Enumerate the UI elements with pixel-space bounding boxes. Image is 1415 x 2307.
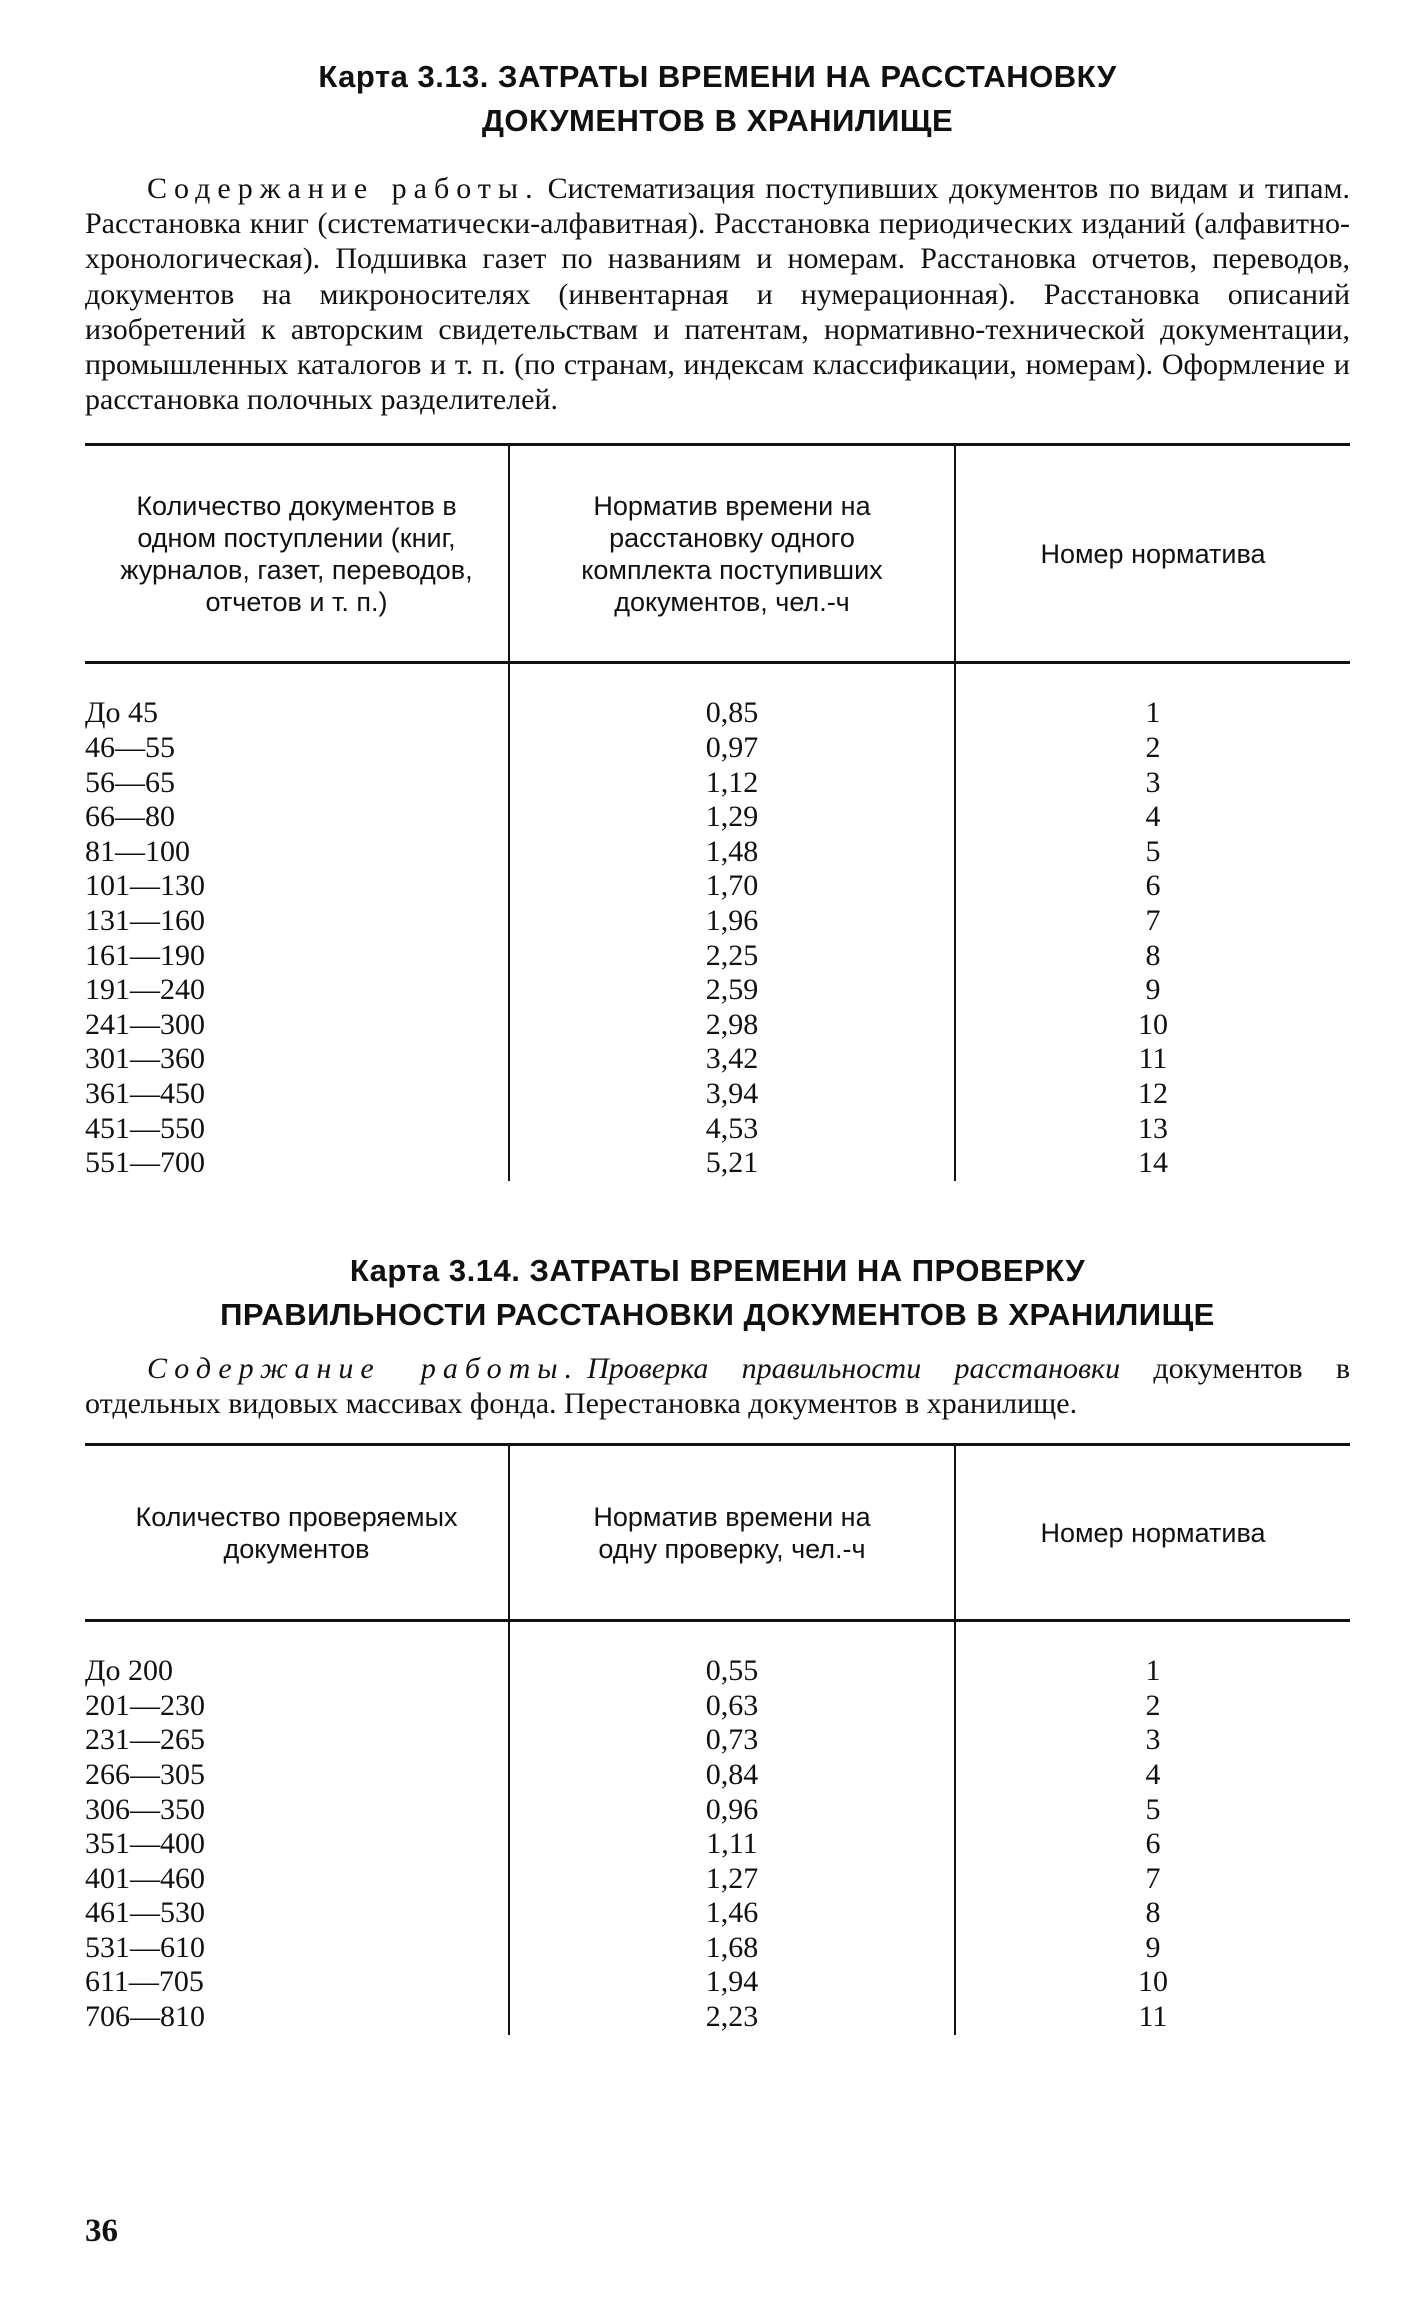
number-cell: 10 bbox=[955, 1965, 1350, 2000]
quantity-cell: 611—705 bbox=[85, 1965, 204, 1999]
number-cell: 11 bbox=[955, 2000, 1350, 2035]
norm-cell: 0,85 bbox=[509, 696, 955, 731]
card-3-13-table bbox=[85, 443, 1350, 1180]
table-spacer-row bbox=[85, 1621, 1350, 1655]
table-spacer-row bbox=[85, 663, 1350, 697]
number-cell: 1 bbox=[955, 1654, 1350, 1689]
number-cell: 5 bbox=[955, 835, 1350, 870]
norm-cell: 0,73 bbox=[509, 1723, 955, 1758]
norm-cell: 1,70 bbox=[509, 869, 955, 904]
table-row bbox=[85, 869, 1350, 904]
table-spacer-cell bbox=[955, 663, 1350, 697]
table-row bbox=[85, 1965, 1350, 2000]
card-3-14-content-label: Содержание работы. bbox=[147, 1351, 580, 1385]
number-cell: 13 bbox=[955, 1112, 1350, 1147]
table-row bbox=[85, 2000, 1350, 2035]
quantity-cell: До 45 bbox=[85, 696, 158, 730]
table-spacer-cell bbox=[955, 1621, 1350, 1655]
norm-cell: 1,46 bbox=[509, 1896, 955, 1931]
norm-cell: 1,68 bbox=[509, 1931, 955, 1966]
number-cell: 4 bbox=[955, 800, 1350, 835]
quantity-cell: До 200 bbox=[85, 1654, 173, 1688]
quantity-cell: 101—130 bbox=[85, 869, 205, 903]
table-spacer-cell bbox=[509, 1621, 955, 1655]
quantity-cell: 161—190 bbox=[85, 938, 205, 972]
number-cell: 8 bbox=[955, 939, 1350, 974]
norm-cell: 2,23 bbox=[509, 2000, 955, 2035]
quantity-cell: 66—80 bbox=[85, 800, 175, 834]
quantity-cell: 301—360 bbox=[85, 1042, 205, 1076]
norm-cell: 0,97 bbox=[509, 731, 955, 766]
quantity-cell: 231—265 bbox=[85, 1723, 205, 1757]
number-cell: 12 bbox=[955, 1077, 1350, 1112]
table-row bbox=[85, 939, 1350, 974]
number-cell: 5 bbox=[955, 1793, 1350, 1828]
quantity-cell: 191—240 bbox=[85, 973, 205, 1007]
table-row bbox=[85, 1042, 1350, 1077]
table-row bbox=[85, 1146, 1350, 1181]
card-3-13-title bbox=[85, 55, 1350, 143]
table-row bbox=[85, 1654, 1350, 1689]
card-3-14-content bbox=[85, 1351, 1350, 1421]
number-cell: 10 bbox=[955, 1008, 1350, 1043]
table-row bbox=[85, 696, 1350, 731]
norm-cell: 2,59 bbox=[509, 973, 955, 1008]
table-row bbox=[85, 1758, 1350, 1793]
number-cell: 9 bbox=[955, 1931, 1350, 1966]
table-row bbox=[85, 731, 1350, 766]
card-3-14-content-italic: Проверка правильности расстановки bbox=[587, 1351, 1121, 1385]
table2-header-norm: Норматив времени на одну проверку, чел.-ч bbox=[509, 1445, 955, 1621]
card-3-13-title-line1: Карта 3.13. ЗАТРАТЫ ВРЕМЕНИ НА РАССТАНОВКУ bbox=[318, 59, 1117, 94]
card-3-14-content-text: документов в отдельных видовых массивах фонда. Перестановка документов в хранилище. bbox=[85, 1351, 1350, 1420]
table1-header-number: Номер норматива bbox=[955, 445, 1350, 663]
table-spacer-cell bbox=[85, 1621, 509, 1655]
quantity-cell: 81—100 bbox=[85, 834, 190, 868]
norm-cell: 0,96 bbox=[509, 1793, 955, 1828]
quantity-cell: 46—55 bbox=[85, 731, 175, 765]
table-row bbox=[85, 1689, 1350, 1724]
table-row bbox=[85, 973, 1350, 1008]
card-3-14-table-body bbox=[85, 1621, 1350, 2035]
table-row bbox=[85, 1931, 1350, 1966]
number-cell: 9 bbox=[955, 973, 1350, 1008]
norm-cell: 1,29 bbox=[509, 800, 955, 835]
card-3-14-title bbox=[85, 1249, 1350, 1337]
table2-header-number: Номер норматива bbox=[955, 1445, 1350, 1621]
norm-cell: 1,27 bbox=[509, 1862, 955, 1897]
table-spacer-cell bbox=[509, 663, 955, 697]
card-3-13-title-line2: ДОКУМЕНТОВ В ХРАНИЛИЩЕ bbox=[481, 103, 954, 138]
table-row bbox=[85, 1827, 1350, 1862]
quantity-cell: 266—305 bbox=[85, 1757, 205, 1791]
table-row bbox=[85, 800, 1350, 835]
norm-cell: 2,25 bbox=[509, 939, 955, 974]
table-spacer-cell bbox=[85, 663, 509, 697]
norm-cell: 1,94 bbox=[509, 1965, 955, 2000]
number-cell: 4 bbox=[955, 1758, 1350, 1793]
norm-cell: 1,11 bbox=[509, 1827, 955, 1862]
number-cell: 8 bbox=[955, 1896, 1350, 1931]
norm-cell: 3,42 bbox=[509, 1042, 955, 1077]
table-row bbox=[85, 766, 1350, 801]
quantity-cell: 56—65 bbox=[85, 765, 175, 799]
number-cell: 14 bbox=[955, 1146, 1350, 1181]
quantity-cell: 361—450 bbox=[85, 1076, 205, 1110]
quantity-cell: 306—350 bbox=[85, 1792, 205, 1826]
table2-header-quantity: Количество проверяемых документов bbox=[85, 1445, 509, 1621]
quantity-cell: 706—810 bbox=[85, 2000, 205, 2034]
norm-cell: 4,53 bbox=[509, 1112, 955, 1147]
page bbox=[85, 55, 1350, 2035]
table1-header-quantity: Количество документов в одном поступлении (книг, журналов, газет, переводов, отчетов и т. п.) bbox=[85, 445, 509, 663]
norm-cell: 3,94 bbox=[509, 1077, 955, 1112]
quantity-cell: 451—550 bbox=[85, 1111, 205, 1145]
table-row bbox=[85, 835, 1350, 870]
quantity-cell: 351—400 bbox=[85, 1827, 205, 1861]
table-row bbox=[85, 1862, 1350, 1897]
norm-cell: 1,48 bbox=[509, 835, 955, 870]
number-cell: 2 bbox=[955, 1689, 1350, 1724]
number-cell: 6 bbox=[955, 869, 1350, 904]
quantity-cell: 551—700 bbox=[85, 1146, 205, 1180]
quantity-cell: 131—160 bbox=[85, 903, 205, 937]
norm-cell: 0,63 bbox=[509, 1689, 955, 1724]
quantity-cell: 241—300 bbox=[85, 1007, 205, 1041]
quantity-cell: 531—610 bbox=[85, 1930, 205, 1964]
card-3-13-content bbox=[85, 171, 1350, 417]
table-row bbox=[85, 1112, 1350, 1147]
number-cell: 2 bbox=[955, 731, 1350, 766]
number-cell: 3 bbox=[955, 766, 1350, 801]
card-3-13-content-text: Систематизация поступивших документов по видам и типам. Расстановка книг (систематически-алфавитная). Расстановка периодических изданий (алфавитно-хронологическая). Подшивка газет по названиям и номерам. Расстановка отчетов, переводов, документов на микроносителях (инвентарная и нумерационная). Расстановка описаний изобретений к авторским свидетельствам и патентам, нормативно-технической документации, промышленных каталогов и т. п. (по странам, индексам классификации, номерам). Оформление и расстановка полочных разделителей. bbox=[85, 172, 1350, 417]
norm-cell: 0,84 bbox=[509, 1758, 955, 1793]
card-3-14-title-line2: ПРАВИЛЬНОСТИ РАССТАНОВКИ ДОКУМЕНТОВ В ХРАНИЛИЩЕ bbox=[220, 1296, 1215, 1332]
quantity-cell: 201—230 bbox=[85, 1688, 205, 1722]
number-cell: 6 bbox=[955, 1827, 1350, 1862]
card-3-13-table-body bbox=[85, 663, 1350, 1181]
table-row bbox=[85, 1008, 1350, 1043]
card-3-14-title-line1: Карта 3.14. ЗАТРАТЫ ВРЕМЕНИ НА ПРОВЕРКУ bbox=[349, 1252, 1086, 1288]
card-3-13-content-label: Содержание работы. bbox=[147, 172, 540, 205]
number-cell: 7 bbox=[955, 904, 1350, 939]
table-row bbox=[85, 904, 1350, 939]
table1-header-norm: Норматив времени на расстановку одного комплекта поступивших документов, чел.-ч bbox=[509, 445, 955, 663]
table-row bbox=[85, 1077, 1350, 1112]
card-3-14-table bbox=[85, 1443, 1350, 2035]
norm-cell: 1,96 bbox=[509, 904, 955, 939]
quantity-cell: 461—530 bbox=[85, 1896, 205, 1930]
number-cell: 11 bbox=[955, 1042, 1350, 1077]
table-row bbox=[85, 1723, 1350, 1758]
quantity-cell: 401—460 bbox=[85, 1861, 205, 1895]
page-number: 36 bbox=[85, 2213, 118, 2249]
number-cell: 1 bbox=[955, 696, 1350, 731]
number-cell: 7 bbox=[955, 1862, 1350, 1897]
norm-cell: 0,55 bbox=[509, 1654, 955, 1689]
norm-cell: 5,21 bbox=[509, 1146, 955, 1181]
table-row bbox=[85, 1793, 1350, 1828]
norm-cell: 2,98 bbox=[509, 1008, 955, 1043]
number-cell: 3 bbox=[955, 1723, 1350, 1758]
table-row bbox=[85, 1896, 1350, 1931]
norm-cell: 1,12 bbox=[509, 766, 955, 801]
